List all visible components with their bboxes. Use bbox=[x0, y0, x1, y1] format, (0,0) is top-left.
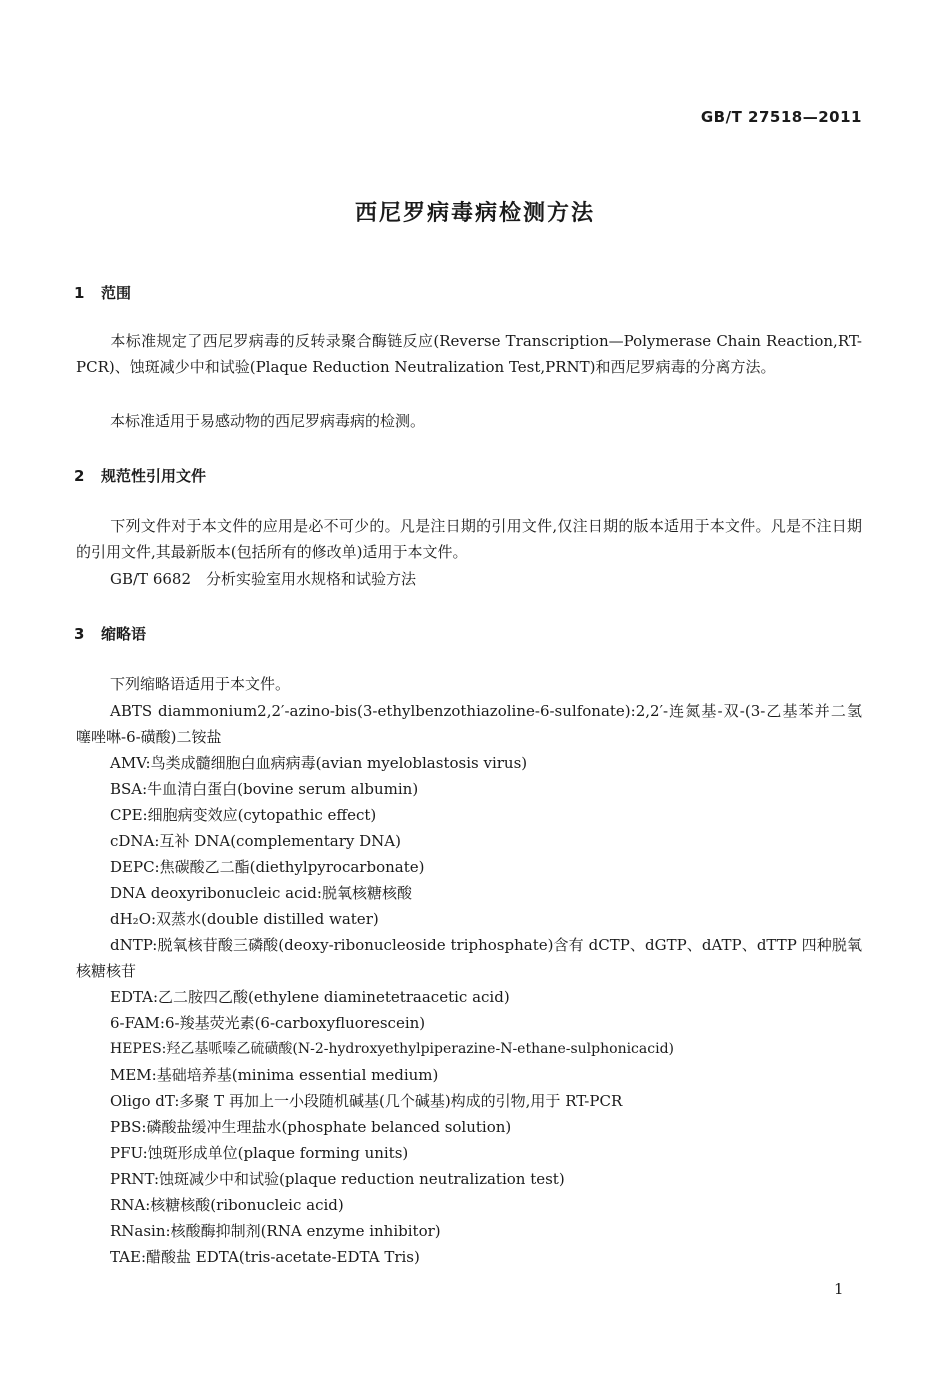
section-2-heading bbox=[74, 465, 206, 486]
abbreviation-item: PRNT:蚀斑减少中和试验(plaque reduction neutralization test) bbox=[110, 1170, 565, 1188]
abbreviation-list bbox=[76, 698, 862, 1270]
section-title: 缩略语 bbox=[101, 625, 147, 643]
abbreviation-item: 6-FAM:6-羧基荧光素(6-carboxyfluorescein) bbox=[110, 1014, 426, 1032]
references-paragraph: 下列文件对于本文件的应用是必不可少的。凡是注日期的引用文件,仅注日期的版本适用于本文件。凡是不注日期的引用文件,其最新版本(包括所有的修改单)适用于本文件。 bbox=[76, 517, 862, 561]
abbreviation-item: RNasin:核酸酶抑制剂(RNA enzyme inhibitor) bbox=[110, 1222, 441, 1240]
abbreviation-item: EDTA:乙二胺四乙酸(ethylene diaminetetraacetic acid) bbox=[110, 988, 510, 1006]
section-title: 范围 bbox=[101, 284, 132, 302]
section-number: 2 bbox=[74, 467, 85, 485]
abbreviation-item: MEM:基础培养基(minima essential medium) bbox=[110, 1066, 439, 1084]
page-number: 1 bbox=[834, 1280, 844, 1298]
abbreviation-item: AMV:鸟类成髓细胞白血病病毒(avian myeloblastosis virus) bbox=[110, 754, 528, 772]
abbreviation-item: dNTP:脱氧核苷酸三磷酸(deoxy-ribonucleoside triphosphate)含有 dCTP、dGTP、dATP、dTTP 四种脱氧核糖核苷 bbox=[76, 936, 862, 980]
abbreviation-item: TAE:醋酸盐 EDTA(tris-acetate-EDTA Tris) bbox=[110, 1248, 420, 1266]
abbreviation-item: PFU:蚀斑形成单位(plaque forming units) bbox=[110, 1144, 409, 1162]
abbreviation-item: BSA:牛血清白蛋白(bovine serum albumin) bbox=[110, 780, 419, 798]
abbreviation-item: DNA deoxyribonucleic acid:脱氧核糖核酸 bbox=[110, 884, 412, 902]
section-3-heading bbox=[74, 623, 146, 644]
abbreviation-item: CPE:细胞病变效应(cytopathic effect) bbox=[110, 806, 377, 824]
section-title: 规范性引用文件 bbox=[101, 467, 207, 485]
section-number: 3 bbox=[74, 625, 85, 643]
abbreviations-intro: 下列缩略语适用于本文件。 bbox=[110, 675, 291, 693]
abbreviation-item: HEPES:羟乙基哌嗪乙硫磺酸(N-2-hydroxyethylpiperazine-N-ethane-sulphonicacid) bbox=[110, 1041, 674, 1057]
abbreviation-item: ABTS diammonium2,2′-azino-bis(3-ethylbenzothiazoline-6-sulfonate):2,2′-连氮基-双-(3-乙基苯并二氢噻唑啉-6-磺酸)二铵盐 bbox=[76, 702, 862, 746]
abbreviation-item: cDNA:互补 DNA(complementary DNA) bbox=[110, 832, 401, 850]
abbreviation-item: RNA:核糖核酸(ribonucleic acid) bbox=[110, 1196, 344, 1214]
section-number: 1 bbox=[74, 284, 85, 302]
reference-item: GB/T 6682 分析实验室用水规格和试验方法 bbox=[110, 570, 417, 588]
abbreviation-item: DEPC:焦碳酸乙二酯(diethylpyrocarbonate) bbox=[110, 858, 425, 876]
document-title: 西尼罗病毒病检测方法 bbox=[354, 201, 595, 226]
scope-applicability: 本标准适用于易感动物的西尼罗病毒病的检测。 bbox=[110, 412, 426, 430]
abbreviation-item: PBS:磷酸盐缓冲生理盐水(phosphate belanced solution) bbox=[110, 1118, 512, 1136]
abbreviation-item: dH₂O:双蒸水(double distilled water) bbox=[110, 910, 379, 928]
scope-paragraph: 本标准规定了西尼罗病毒的反转录聚合酶链反应(Reverse Transcription—Polymerase Chain Reaction,RT-PCR)、蚀斑减少中和试验(Plaque Reduction Neutralization Test,PRNT)和西尼罗病毒的分离方法。 bbox=[76, 332, 862, 376]
abbreviation-item: Oligo dT:多聚 T 再加上一小段随机碱基(几个碱基)构成的引物,用于 RT-PCR bbox=[110, 1092, 623, 1110]
section-1-heading bbox=[74, 282, 131, 303]
standard-number: GB/T 27518—2011 bbox=[700, 108, 862, 126]
